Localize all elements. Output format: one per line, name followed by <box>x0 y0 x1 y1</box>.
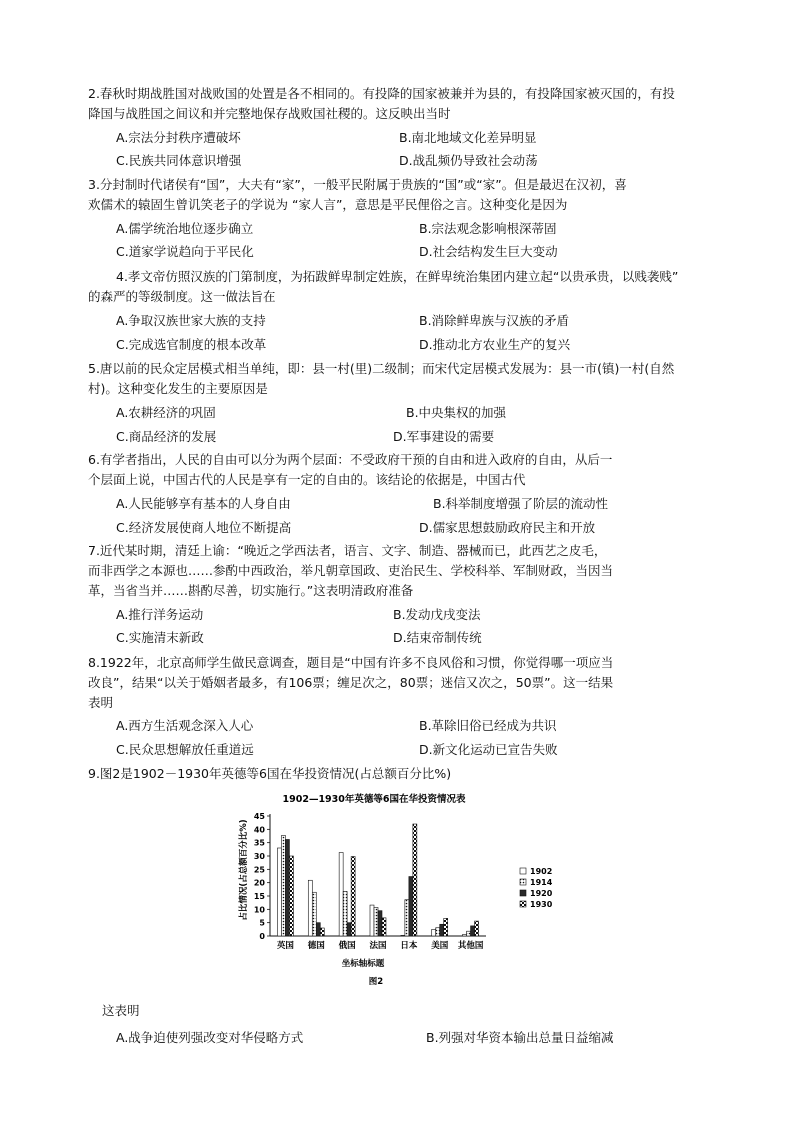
bar-1930-美国 <box>444 918 448 936</box>
chart-y-axis-label: 占比情况(占总额百分比%) <box>239 819 249 921</box>
bar-1902-英国 <box>277 848 281 936</box>
y-tick-label: 25 <box>253 865 265 875</box>
q6-option-a: A.人民能够享有基本的人身自由 <box>116 496 291 511</box>
q7-stem-line-3: 革，当省当并……斟酌尽善，切实施行。”这表明清政府准备 <box>88 583 414 598</box>
bar-1914-俄国 <box>343 891 347 936</box>
q3-option-b: B.宗法观念影响根深蒂固 <box>419 221 557 236</box>
bar-1920-美国 <box>440 924 444 936</box>
bar-1920-英国 <box>285 839 289 936</box>
q6-option-d: D.儒家思想鼓励政府民主和开放 <box>419 520 596 535</box>
q4-stem-line-1: 4.孝文帝仿照汉族的门第制度，为拓跋鲜卑制定姓族，在鲜卑统治集团内建立起“以贵承贵，以贱袭贱” <box>116 269 679 284</box>
q6-stem-line-1: 6.有学者指出，人民的自由可以分为两个层面：不受政府干预的自由和进入政府的自由，从后一 <box>88 452 613 467</box>
q5-option-c: C.商品经济的发展 <box>116 429 217 444</box>
bar-1930-法国 <box>382 918 386 936</box>
q2-option-b: B.南北地域文化差异明显 <box>399 130 537 145</box>
q8-stem-line-2: 改良”，结果“以关于婚姻者最多，有106票；缠足次之，80票；迷信又次之，50票”。这一结果 <box>88 675 614 690</box>
q3-stem-line-2: 欢儒术的辕固生曾讥笑老子的学说为 “家人言”，意思是平民俚俗之言。这种变化是因为 <box>88 197 568 212</box>
q9-option-b: B.列强对华资本输出总量日益缩减 <box>426 1030 614 1045</box>
bar-1920-日本 <box>409 877 413 936</box>
q8-option-a: A.西方生活观念深入人心 <box>116 718 254 733</box>
y-tick-label: 10 <box>253 905 265 915</box>
q3-stem-line-1: 3.分封制时代诸侯有“国”，大夫有“家”，一般平民附属于贵族的“国”或“家”。但是最迟在汉初，喜 <box>88 177 627 192</box>
q3-option-d: D.社会结构发生巨大变动 <box>419 244 558 259</box>
q5-option-b: B.中央集权的加强 <box>406 405 507 420</box>
y-tick-label: 0 <box>259 932 265 941</box>
investment-bar-chart <box>228 788 560 992</box>
bar-overlay-俄国 <box>351 857 355 936</box>
bar-1914-德国 <box>312 892 316 936</box>
chart-x-axis-label: 坐标轴标题 <box>341 959 385 969</box>
bar-1902-日本 <box>401 935 405 936</box>
bar-1920-德国 <box>316 923 320 936</box>
q7-option-b: B.发动戊戌变法 <box>393 607 481 622</box>
q2-option-a: A.宗法分封秩序遭破坏 <box>116 130 241 145</box>
x-tick-label: 俄国 <box>338 941 356 951</box>
bar-1930-其他国 <box>475 921 479 936</box>
q8-option-d: D.新文化运动已宣告失败 <box>419 742 558 757</box>
q4-stem-line-2: 的森严的等级制度。这一做法旨在 <box>88 289 276 304</box>
q9-stem: 9.图2是1902－1930年英德等6国在华投资情况(占总额百分比%) <box>88 766 452 781</box>
q7-stem-line-2: 而非西学之本源也……参酌中西政治，举凡朝章国政、吏治民生、学校科举、军制财政，当因当 <box>88 563 614 578</box>
q9-after-text: 这表明 <box>102 1003 140 1018</box>
q2-stem-line-1: 2.春秋时期战胜国对战败国的处置是各不相同的。有投降的国家被兼并为县的，有投降国家被灭国的，有投 <box>88 86 675 101</box>
bar-1920-法国 <box>378 911 382 936</box>
chart-title: 1902—1930年英德等6国在华投资情况表 <box>282 794 466 805</box>
legend-label-1920: 1920 <box>530 889 553 898</box>
q4-option-b: B.消除鲜卑族与汉族的矛盾 <box>419 313 570 328</box>
x-tick-label: 其他国 <box>457 941 484 951</box>
q6-option-b: B.科举制度增强了阶层的流动性 <box>433 496 609 511</box>
q5-stem-line-2: 村)。这种变化发生的主要原因是 <box>88 381 268 396</box>
x-tick-label: 德国 <box>307 941 325 951</box>
q4-option-c: C.完成选官制度的根本改革 <box>116 337 267 352</box>
q3-option-a: A.儒学统治地位逐步确立 <box>116 221 254 236</box>
bar-1930-日本 <box>413 824 417 936</box>
bar-1902-德国 <box>308 880 312 936</box>
q8-stem-line-3: 表明 <box>88 695 114 710</box>
q7-option-d: D.结束帝制传统 <box>393 630 482 645</box>
bar-1902-美国 <box>432 929 436 936</box>
q8-option-c: C.民众思想解放任重道远 <box>116 742 254 757</box>
q5-option-a: A.农耕经济的巩固 <box>116 405 216 420</box>
y-tick-label: 35 <box>253 838 265 848</box>
q4-option-d: D.推动北方农业生产的复兴 <box>419 337 571 352</box>
q6-stem-line-2: 个层面上说，中国古代的人民是享有一定的自由的。该结论的依据是，中国古代 <box>88 472 526 487</box>
q6-option-c: C.经济发展使商人地位不断提高 <box>116 520 292 535</box>
y-tick-label: 15 <box>253 892 265 901</box>
q2-stem-line-2: 降国与战胜国之间议和并完整地保存战败国社稷的。这反映出当时 <box>88 106 451 121</box>
legend-swatch-1914 <box>520 879 526 885</box>
q5-option-d: D.军事建设的需要 <box>393 429 495 444</box>
y-tick-label: 40 <box>253 825 265 835</box>
q5-stem-line-1: 5.唐以前的民众定居模式相当单纯，即：县一村(里)二级制；而宋代定居模式发展为：县一市(镇)一村(自然 <box>88 361 675 376</box>
bar-1920-俄国 <box>347 923 351 936</box>
legend-swatch-1920 <box>520 890 526 896</box>
q7-option-a: A.推行洋务运动 <box>116 607 204 622</box>
legend-swatch-1930 <box>520 901 526 907</box>
q8-stem-line-1: 8.1922年，北京高师学生做民意调查，题目是“中国有许多不良风俗和习惯，你觉得哪一项应当 <box>88 655 614 670</box>
bar-1930-德国 <box>320 928 324 936</box>
bar-1914-日本 <box>405 900 409 936</box>
legend-label-1902: 1902 <box>530 867 553 876</box>
q9-option-a: A.战争迫使列强改变对华侵略方式 <box>116 1030 304 1045</box>
figure-label: 图2 <box>368 977 384 987</box>
bar-1902-其他国 <box>463 934 467 936</box>
q4-option-a: A.争取汉族世家大族的支持 <box>116 313 266 328</box>
x-tick-label: 日本 <box>400 941 418 951</box>
bar-1914-法国 <box>374 907 378 936</box>
x-tick-label: 英国 <box>276 941 294 951</box>
q2-option-d: D.战乱频仍导致社会动荡 <box>399 153 538 168</box>
bar-1930-英国 <box>289 856 293 936</box>
y-tick-label: 45 <box>253 812 265 821</box>
y-tick-label: 20 <box>253 878 265 888</box>
q8-option-b: B.革除旧俗已经成为共识 <box>419 718 557 733</box>
bar-1902-法国 <box>370 905 374 936</box>
legend-label-1930: 1930 <box>530 900 553 909</box>
y-tick-label: 5 <box>259 918 265 928</box>
q7-option-c: C.实施清末新政 <box>116 630 204 645</box>
x-tick-label: 美国 <box>431 941 449 951</box>
bar-1902-俄国 <box>339 853 343 936</box>
bar-1914-英国 <box>281 835 285 936</box>
legend-label-1914: 1914 <box>530 878 553 887</box>
legend-swatch-1902 <box>520 868 526 874</box>
bar-1914-其他国 <box>467 931 471 936</box>
y-tick-label: 30 <box>253 852 265 861</box>
q2-option-c: C.民族共同体意识增强 <box>116 153 242 168</box>
bar-1914-美国 <box>436 928 440 936</box>
q7-stem-line-1: 7.近代某时期，清廷上谕：“晚近之学西法者，语言、文字、制造、器械而已，此西艺之皮毛， <box>88 543 607 558</box>
q3-option-c: C.道家学说趋向于平民化 <box>116 244 254 259</box>
x-tick-label: 法国 <box>369 941 387 951</box>
bar-1920-其他国 <box>471 926 475 936</box>
